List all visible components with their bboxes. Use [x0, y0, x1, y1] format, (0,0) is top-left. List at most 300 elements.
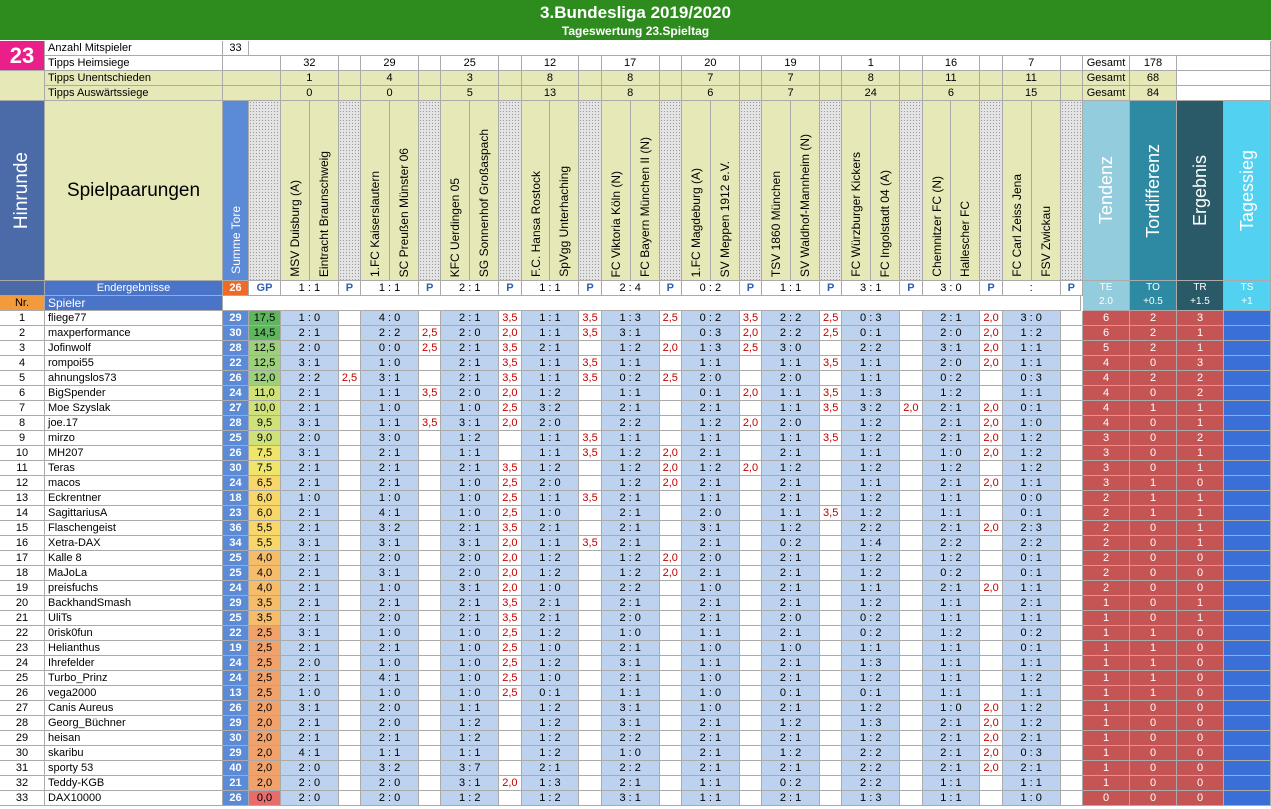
player-tip: 1 : 0 [361, 656, 419, 671]
player-tip-points: 3,5 [499, 371, 521, 386]
player-tip: 1 : 1 [923, 776, 981, 791]
player-tip: 1 : 2 [1003, 446, 1061, 461]
player-goal-sum: 18 [223, 491, 249, 506]
player-tip: 3 : 1 [923, 341, 981, 356]
player-nr: 19 [0, 581, 45, 596]
player-name: Teras [45, 461, 223, 476]
player-te: 3 [1083, 476, 1130, 491]
player-gp: 6,5 [249, 476, 281, 491]
player-goal-sum: 34 [223, 536, 249, 551]
player-tip-points [339, 656, 361, 671]
player-goal-sum: 22 [223, 626, 249, 641]
player-tip-points [820, 626, 842, 641]
player-tip-points [660, 416, 682, 431]
player-tip-points [740, 731, 762, 746]
player-te: 1 [1083, 626, 1130, 641]
player-tip: 1 : 1 [682, 791, 740, 806]
player-tip: 1 : 2 [842, 596, 900, 611]
page-title: 3.Bundesliga 2019/2020 [540, 3, 731, 22]
player-nr: 22 [0, 626, 45, 641]
player-tip: 0 : 1 [1003, 551, 1061, 566]
player-to: 0 [1130, 566, 1177, 581]
match-away-header [1032, 101, 1061, 281]
player-to: 0 [1130, 746, 1177, 761]
player-tip-points [820, 731, 842, 746]
player-to: 0 [1130, 701, 1177, 716]
player-te: 1 [1083, 731, 1130, 746]
player-tip-points: 2,0 [499, 551, 521, 566]
player-to: 0 [1130, 416, 1177, 431]
player-tip-points [419, 401, 441, 416]
player-tip: 3 : 1 [602, 656, 660, 671]
player-gp: 4,0 [249, 551, 281, 566]
player-tip: 1 : 0 [441, 641, 499, 656]
player-tip-points: 2,0 [499, 536, 521, 551]
tip-count: 25 [441, 56, 499, 71]
player-tip: 2 : 1 [281, 731, 339, 746]
player-tip-points [900, 761, 922, 776]
tip-count: 1 [842, 56, 900, 71]
player-gp: 2,0 [249, 761, 281, 776]
player-goal-sum: 25 [223, 551, 249, 566]
player-tip-points [740, 491, 762, 506]
player-tip: 1 : 0 [602, 626, 660, 641]
summe-tore-header [223, 101, 249, 281]
match-away-header [470, 101, 499, 281]
player-tip: 0 : 3 [682, 326, 740, 341]
player-tip: 2 : 0 [281, 341, 339, 356]
player-to: 1 [1130, 401, 1177, 416]
player-nr: 1 [0, 311, 45, 326]
player-tip: 2 : 2 [602, 761, 660, 776]
player-tip: 1 : 3 [682, 341, 740, 356]
player-tip-points: 3,5 [820, 401, 842, 416]
player-tip-points [419, 551, 441, 566]
player-tip: 2 : 1 [762, 626, 820, 641]
player-tip: 2 : 0 [441, 566, 499, 581]
player-gp: 11,0 [249, 386, 281, 401]
player-tip-points [660, 641, 682, 656]
player-tip: 0 : 3 [1003, 746, 1061, 761]
tendenz-label: Tendenz [1096, 156, 1116, 225]
player-tip: 1 : 1 [842, 581, 900, 596]
player-tip-points [419, 506, 441, 521]
player-tip-points [660, 776, 682, 791]
tip-count-spacer [740, 86, 762, 101]
player-name: BigSpender [45, 386, 223, 401]
player-nr: 11 [0, 461, 45, 476]
match-home-header [602, 101, 631, 281]
player-tip-points: 2,0 [740, 326, 762, 341]
player-tip-points [579, 701, 601, 716]
player-tip-points [980, 791, 1002, 806]
player-goal-sum: 26 [223, 371, 249, 386]
player-tip: 1 : 2 [842, 431, 900, 446]
player-tip: 1 : 2 [842, 416, 900, 431]
stats-label: Anzahl Mitspieler [45, 41, 223, 56]
player-to: 0 [1130, 761, 1177, 776]
points-label: P [419, 281, 441, 296]
match-away-team: SG Sonnenhof Großaspach [477, 128, 492, 277]
player-nr: 6 [0, 386, 45, 401]
player-tip-points: 3,5 [820, 356, 842, 371]
player-tip-points [660, 611, 682, 626]
player-tip: 2 : 2 [602, 416, 660, 431]
player-name: Kalle 8 [45, 551, 223, 566]
player-tip: 1 : 2 [923, 386, 981, 401]
player-tip-points [820, 746, 842, 761]
player-name: Xetra-DAX [45, 536, 223, 551]
player-tip-points [740, 476, 762, 491]
player-tip: 2 : 1 [522, 596, 580, 611]
player-tip: 1 : 2 [522, 731, 580, 746]
player-te: 2 [1083, 491, 1130, 506]
player-tip: 2 : 1 [281, 611, 339, 626]
player-tip: 1 : 0 [441, 686, 499, 701]
player-goal-sum: 27 [223, 401, 249, 416]
player-tip-points [499, 746, 521, 761]
player-tip: 2 : 0 [281, 431, 339, 446]
player-tip: 1 : 2 [842, 506, 900, 521]
player-tip: 1 : 1 [522, 326, 580, 341]
player-tip-points [579, 671, 601, 686]
score-head [1224, 281, 1271, 311]
match-home-team: FC Viktoria Köln (N) [608, 170, 623, 277]
match-away-team: FSV Zwickau [1038, 206, 1053, 277]
player-to: 2 [1130, 311, 1177, 326]
player-tip-points [339, 401, 361, 416]
player-tip: 2 : 2 [762, 311, 820, 326]
player-tip-points [900, 506, 922, 521]
player-tip: 1 : 1 [682, 356, 740, 371]
player-tip: 2 : 1 [361, 461, 419, 476]
player-tip: 2 : 0 [361, 701, 419, 716]
player-tip: 0 : 3 [842, 311, 900, 326]
player-gp: 5,5 [249, 536, 281, 551]
player-tip: 2 : 1 [361, 731, 419, 746]
player-ts [1224, 791, 1271, 806]
player-gp: 3,5 [249, 596, 281, 611]
player-tip-points [579, 521, 601, 536]
player-tip-points [419, 611, 441, 626]
player-tip: 2 : 0 [281, 791, 339, 806]
match-result: 2 : 4 [602, 281, 660, 296]
player-tip: 3 : 1 [602, 701, 660, 716]
tip-count-spacer [419, 86, 441, 101]
player-tr: 2 [1177, 371, 1224, 386]
player-tip: 2 : 0 [762, 371, 820, 386]
player-tip-points [419, 521, 441, 536]
player-tip: 2 : 1 [361, 476, 419, 491]
player-tip-points [980, 491, 1002, 506]
player-tip-points [1061, 656, 1083, 671]
player-tip-points [579, 461, 601, 476]
player-tip-points: 2,5 [499, 656, 521, 671]
player-tip-points [1061, 566, 1083, 581]
player-name: Turbo_Prinz [45, 671, 223, 686]
player-tip: 0 : 1 [1003, 641, 1061, 656]
player-tip-points: 2,5 [660, 311, 682, 326]
player-tip: 2 : 1 [522, 521, 580, 536]
player-tip: 2 : 1 [762, 551, 820, 566]
player-gp: 0,0 [249, 791, 281, 806]
player-nr: 8 [0, 416, 45, 431]
nr-header: Nr. [0, 296, 45, 311]
player-tip: 1 : 1 [1003, 686, 1061, 701]
player-tip: 2 : 1 [602, 671, 660, 686]
player-tip: 2 : 1 [281, 476, 339, 491]
player-goal-sum: 29 [223, 596, 249, 611]
player-name: Helianthus [45, 641, 223, 656]
player-tip-points: 2,5 [499, 671, 521, 686]
player-name: sporty 53 [45, 761, 223, 776]
player-nr: 25 [0, 671, 45, 686]
player-tip: 2 : 2 [923, 536, 981, 551]
player-tip-points [579, 746, 601, 761]
player-tip: 0 : 1 [682, 386, 740, 401]
player-tip-points [419, 311, 441, 326]
player-tip-points [820, 476, 842, 491]
player-tip: 2 : 1 [602, 641, 660, 656]
player-gp: 2,5 [249, 626, 281, 641]
player-tip: 2 : 2 [602, 581, 660, 596]
player-tip-points [820, 611, 842, 626]
player-tip: 2 : 1 [762, 791, 820, 806]
tip-count: 8 [602, 71, 660, 86]
player-tip: 1 : 2 [682, 461, 740, 476]
player-to: 0 [1130, 791, 1177, 806]
player-tip: 2 : 1 [281, 551, 339, 566]
tagessieg-header [1224, 101, 1271, 281]
player-tip-points [820, 761, 842, 776]
player-tip-points [1061, 686, 1083, 701]
player-tip-points [579, 596, 601, 611]
player-tip-points [980, 596, 1002, 611]
player-tip: 3 : 1 [281, 446, 339, 461]
stats-label: Tipps Auswärtssiege [45, 86, 223, 101]
player-name: rompoi55 [45, 356, 223, 371]
player-tip: 2 : 0 [441, 386, 499, 401]
player-gp: 2,5 [249, 656, 281, 671]
player-tip-points: 2,0 [980, 581, 1002, 596]
player-tip-points [660, 701, 682, 716]
player-tip-points: 2,0 [660, 476, 682, 491]
match-home-team: 1.FC Magdeburg (A) [688, 167, 703, 277]
player-name: vega2000 [45, 686, 223, 701]
player-ts [1224, 461, 1271, 476]
match-away-team: FC Bayern München II (N) [637, 136, 652, 277]
tip-count: 7 [1003, 56, 1061, 71]
player-name: Ihrefelder [45, 656, 223, 671]
player-tip: 3 : 1 [281, 701, 339, 716]
player-tip-points [740, 431, 762, 446]
player-tip: 1 : 1 [361, 386, 419, 401]
match-points-header-pattern [660, 101, 682, 281]
player-nr: 3 [0, 341, 45, 356]
match-home-team: 1.FC Kaiserslautern [368, 170, 383, 277]
player-name: Teddy-KGB [45, 776, 223, 791]
player-name: Flaschengeist [45, 521, 223, 536]
player-tip-points [419, 716, 441, 731]
player-tip-points [980, 536, 1002, 551]
spieltag-badge: 23 [0, 41, 45, 71]
player-tr: 0 [1177, 701, 1224, 716]
player-tip: 3 : 1 [441, 581, 499, 596]
player-tip: 1 : 1 [682, 431, 740, 446]
player-te: 4 [1083, 356, 1130, 371]
player-tip-points [820, 461, 842, 476]
stats-corner [0, 71, 45, 101]
player-tip-points [339, 791, 361, 806]
tip-count-spacer [1061, 56, 1083, 71]
player-tr: 1 [1177, 596, 1224, 611]
player-tip-points [740, 686, 762, 701]
points-label: P [980, 281, 1002, 296]
player-tip: 1 : 3 [602, 311, 660, 326]
player-tip: 1 : 3 [842, 386, 900, 401]
endergebnisse-label: Endergebnisse [45, 281, 223, 296]
tendenz-header [1083, 101, 1130, 281]
player-tip-points [1061, 476, 1083, 491]
player-tip: 1 : 1 [522, 311, 580, 326]
player-tip-points [980, 551, 1002, 566]
player-tip-points [339, 596, 361, 611]
player-tip: 3 : 2 [842, 401, 900, 416]
player-te: 1 [1083, 611, 1130, 626]
player-gp: 2,0 [249, 776, 281, 791]
player-tip-points [339, 581, 361, 596]
player-tip: 2 : 1 [923, 716, 981, 731]
player-ts [1224, 341, 1271, 356]
player-tip: 1 : 0 [441, 491, 499, 506]
player-tip: 1 : 1 [361, 416, 419, 431]
match-home-header [762, 101, 791, 281]
match-away-header [871, 101, 900, 281]
player-tip: 2 : 1 [682, 536, 740, 551]
player-tip-points [1061, 746, 1083, 761]
match-away-header [951, 101, 980, 281]
player-tip: 2 : 2 [602, 731, 660, 746]
player-tip: 2 : 1 [923, 416, 981, 431]
player-tip-points: 2,0 [980, 476, 1002, 491]
player-nr: 17 [0, 551, 45, 566]
player-name: UliTs [45, 611, 223, 626]
player-ts [1224, 386, 1271, 401]
player-tip-points [579, 641, 601, 656]
tip-count-spacer [1061, 86, 1083, 101]
player-te: 5 [1083, 341, 1130, 356]
match-result: 1 : 1 [361, 281, 419, 296]
player-tr: 0 [1177, 776, 1224, 791]
player-tip-points [419, 431, 441, 446]
player-tip: 4 : 1 [361, 506, 419, 521]
player-tr: 1 [1177, 326, 1224, 341]
tip-count-spacer [660, 71, 682, 86]
tip-count: 0 [361, 86, 419, 101]
player-te: 3 [1083, 461, 1130, 476]
match-away-team: SpVgg Unterhaching [557, 166, 572, 277]
player-tr: 3 [1177, 356, 1224, 371]
player-tip-points [1061, 581, 1083, 596]
player-tip: 2 : 1 [361, 596, 419, 611]
player-ts [1224, 566, 1271, 581]
player-ts [1224, 581, 1271, 596]
player-tip: 1 : 2 [842, 731, 900, 746]
spielpaarungen-label: Spielpaarungen [66, 179, 201, 201]
player-tip: 2 : 2 [842, 746, 900, 761]
player-tip-points [579, 761, 601, 776]
player-tip-points [419, 581, 441, 596]
tip-count-spacer [740, 71, 762, 86]
player-tip: 1 : 1 [522, 356, 580, 371]
player-tip: 2 : 1 [602, 536, 660, 551]
player-tip-points [900, 731, 922, 746]
tip-count-spacer [339, 86, 361, 101]
player-tip-points: 3,5 [579, 536, 601, 551]
player-to: 0 [1130, 356, 1177, 371]
player-gp: 6,0 [249, 506, 281, 521]
player-tip-points: 2,0 [980, 401, 1002, 416]
player-tip: 1 : 2 [602, 341, 660, 356]
player-to: 0 [1130, 716, 1177, 731]
score-head-points: 2.0 [1099, 296, 1113, 307]
player-tip: 2 : 1 [1003, 731, 1061, 746]
player-tip-points [339, 341, 361, 356]
player-te: 2 [1083, 536, 1130, 551]
player-ts [1224, 416, 1271, 431]
match-result: : [1003, 281, 1061, 296]
player-to: 0 [1130, 596, 1177, 611]
player-tip: 1 : 2 [762, 521, 820, 536]
player-tip: 1 : 1 [1003, 476, 1061, 491]
player-to: 2 [1130, 341, 1177, 356]
player-tip-points [900, 566, 922, 581]
player-tip-points: 3,5 [499, 341, 521, 356]
player-tip-points [740, 596, 762, 611]
player-tip: 3 : 2 [522, 401, 580, 416]
player-tip-points: 3,5 [579, 446, 601, 461]
score-head-points: +1 [1241, 296, 1253, 307]
player-tip-points [339, 701, 361, 716]
player-tip: 1 : 0 [682, 581, 740, 596]
player-tip-points [660, 506, 682, 521]
match-points-header-pattern [339, 101, 361, 281]
player-tip-points [660, 581, 682, 596]
player-tip-points [660, 716, 682, 731]
player-goal-sum: 28 [223, 341, 249, 356]
player-tip-points [820, 671, 842, 686]
player-tip: 2 : 1 [762, 476, 820, 491]
match-result: 1 : 1 [522, 281, 580, 296]
player-tip: 3 : 2 [361, 521, 419, 536]
player-goal-sum: 13 [223, 686, 249, 701]
player-tip-points: 2,0 [660, 446, 682, 461]
player-gp: 12,5 [249, 341, 281, 356]
player-te: 4 [1083, 386, 1130, 401]
player-to: 1 [1130, 641, 1177, 656]
player-tip: 1 : 3 [842, 791, 900, 806]
player-tip-points [740, 746, 762, 761]
player-ts [1224, 701, 1271, 716]
player-tip: 1 : 2 [522, 386, 580, 401]
player-te: 4 [1083, 416, 1130, 431]
player-tr: 0 [1177, 731, 1224, 746]
player-tip: 2 : 0 [762, 416, 820, 431]
player-goal-sum: 40 [223, 761, 249, 776]
player-tip-points [660, 761, 682, 776]
player-tip-points [740, 716, 762, 731]
player-te: 3 [1083, 431, 1130, 446]
